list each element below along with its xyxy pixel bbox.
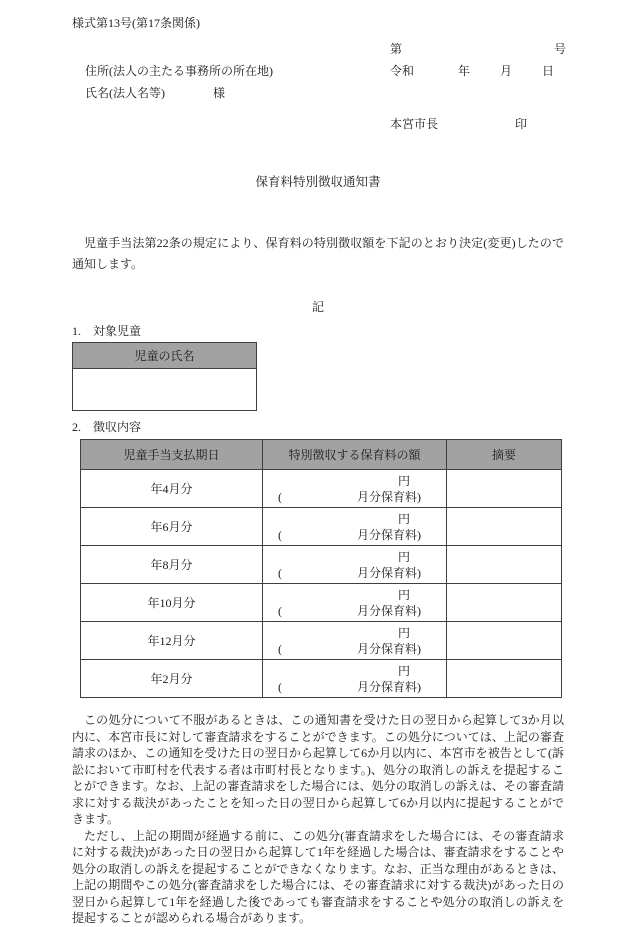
document-number-line — [390, 38, 566, 60]
column-header-amount: 特別徴収する保育料の額 — [263, 440, 447, 470]
amount-unit: 円 — [397, 511, 410, 526]
child-name-cell — [73, 369, 257, 411]
collection-table-wrap — [72, 439, 564, 698]
amount-paren-line — [263, 565, 446, 581]
paren-open: ( — [278, 679, 282, 694]
appeal-paragraph-1: この処分について不服があるときは、この通知書を受けた日の翌日から起算して3か月以内に、本宮市長に対して審査請求をすることができます。この処分については、上記の審査請求のほか、この通知を受けた日の翌日から起算して6か月以内に、本宮市を被告として(訴訟において市町村を代表する者は市町村長となります。)、処分の取消しの訴えを提起することができます。なお、上記の審査請求をした場合には、処分の取消しの訴えは、その審査請求に対する裁決があったことを知った日の翌日から起算して6か月以内に提起することができます。 — [72, 713, 564, 826]
amount-paren-line — [263, 603, 446, 619]
amount-cell — [263, 546, 447, 584]
amount-unit: 円 — [397, 473, 410, 488]
seal-mark: 印 — [515, 117, 528, 131]
table-row — [81, 660, 562, 698]
table-row — [73, 369, 257, 411]
period-cell: 年12月分 — [81, 622, 263, 660]
table-row — [81, 546, 562, 584]
amount-paren-label: 月分保育料) — [357, 603, 421, 618]
note-cell — [447, 584, 562, 622]
section-heading-collection: 2. 徴収内容 — [72, 420, 142, 434]
amount-cell — [263, 622, 447, 660]
day-label: 日 — [542, 64, 555, 78]
note-cell — [447, 546, 562, 584]
recipient-block — [72, 38, 390, 104]
note-cell — [447, 508, 562, 546]
honorific-label: 様 — [213, 86, 226, 100]
spacer-cell — [72, 113, 390, 135]
children-table-header: 児童の氏名 — [73, 343, 257, 369]
doc-number-suffix: 号 — [553, 42, 566, 56]
amount-paren-line — [263, 527, 446, 543]
period-cell: 年10月分 — [81, 584, 263, 622]
note-cell — [447, 622, 562, 660]
amount-paren-line — [263, 489, 446, 505]
paren-open: ( — [278, 641, 282, 656]
table-row — [81, 508, 562, 546]
address-label: 住所(法人の主たる事務所の所在地) — [85, 64, 273, 78]
name-line — [85, 82, 390, 104]
spacer-line — [85, 38, 390, 60]
table-row — [81, 584, 562, 622]
issuer-line — [390, 113, 566, 135]
issuance-block — [390, 38, 566, 104]
paren-open: ( — [278, 565, 282, 580]
amount-unit: 円 — [397, 625, 410, 640]
note-cell — [447, 660, 562, 698]
amount-cell — [263, 584, 447, 622]
amount-paren-label: 月分保育料) — [357, 489, 421, 504]
amount-cell — [263, 508, 447, 546]
amount-paren-label: 月分保育料) — [357, 679, 421, 694]
amount-paren-label: 月分保育料) — [357, 527, 421, 542]
amount-paren-label: 月分保育料) — [357, 641, 421, 656]
amount-cell — [263, 660, 447, 698]
name-label: 氏名(法人名等) — [85, 86, 165, 100]
children-table — [72, 342, 257, 411]
collection-table — [80, 439, 562, 698]
header-block — [72, 38, 564, 104]
paren-open: ( — [278, 527, 282, 542]
form-number: 様式第13号(第17条関係) — [72, 16, 200, 30]
issuer-row — [72, 113, 564, 135]
doc-number-prefix: 第 — [390, 42, 403, 56]
amount-unit: 円 — [397, 549, 410, 564]
column-header-period: 児童手当支払期日 — [81, 440, 263, 470]
year-label: 年 — [458, 64, 471, 78]
month-label: 月 — [500, 64, 513, 78]
section-heading-children: 1. 対象児童 — [72, 324, 142, 338]
amount-paren-line — [263, 641, 446, 657]
table-row — [81, 622, 562, 660]
period-cell: 年8月分 — [81, 546, 263, 584]
intro-paragraph: 児童手当法第22条の規定により、保育料の特別徴収額を下記のとおり決定(変更)したので通知します。 — [72, 236, 564, 271]
amount-cell — [263, 470, 447, 508]
period-cell: 年2月分 — [81, 660, 263, 698]
amount-unit: 円 — [397, 587, 410, 602]
paren-open: ( — [278, 603, 282, 618]
appeal-notice — [72, 712, 564, 927]
period-cell: 年6月分 — [81, 508, 263, 546]
period-cell: 年4月分 — [81, 470, 263, 508]
date-line — [390, 60, 566, 82]
column-header-note: 摘要 — [447, 440, 562, 470]
appeal-paragraph-2: ただし、上記の期間が経過する前に、この処分(審査請求をした場合には、その審査請求に対する裁決)があった日の翌日から起算して1年を経過した場合は、審査請求をすることや処分の取消しの訴えを提起することができなくなります。なお、正当な理由があるときは、上記の期間やこの処分(審査請求をした場合には、その審査請求に対する裁決)があった日の翌日から起算して1年を経過した後であっても審査請求をすることや処分の取消しの訴えを提起することが認められる場合があります。 — [72, 828, 564, 925]
paren-open: ( — [278, 489, 282, 504]
issuer-name: 本宮市長 — [390, 117, 439, 131]
document-title: 保育料特別徴収通知書 — [255, 175, 381, 189]
record-marker: 記 — [311, 300, 324, 314]
era-label: 令和 — [390, 64, 415, 78]
amount-paren-line — [263, 679, 446, 695]
amount-unit: 円 — [397, 663, 410, 678]
note-cell — [447, 470, 562, 508]
amount-paren-label: 月分保育料) — [357, 565, 421, 580]
table-row — [81, 470, 562, 508]
